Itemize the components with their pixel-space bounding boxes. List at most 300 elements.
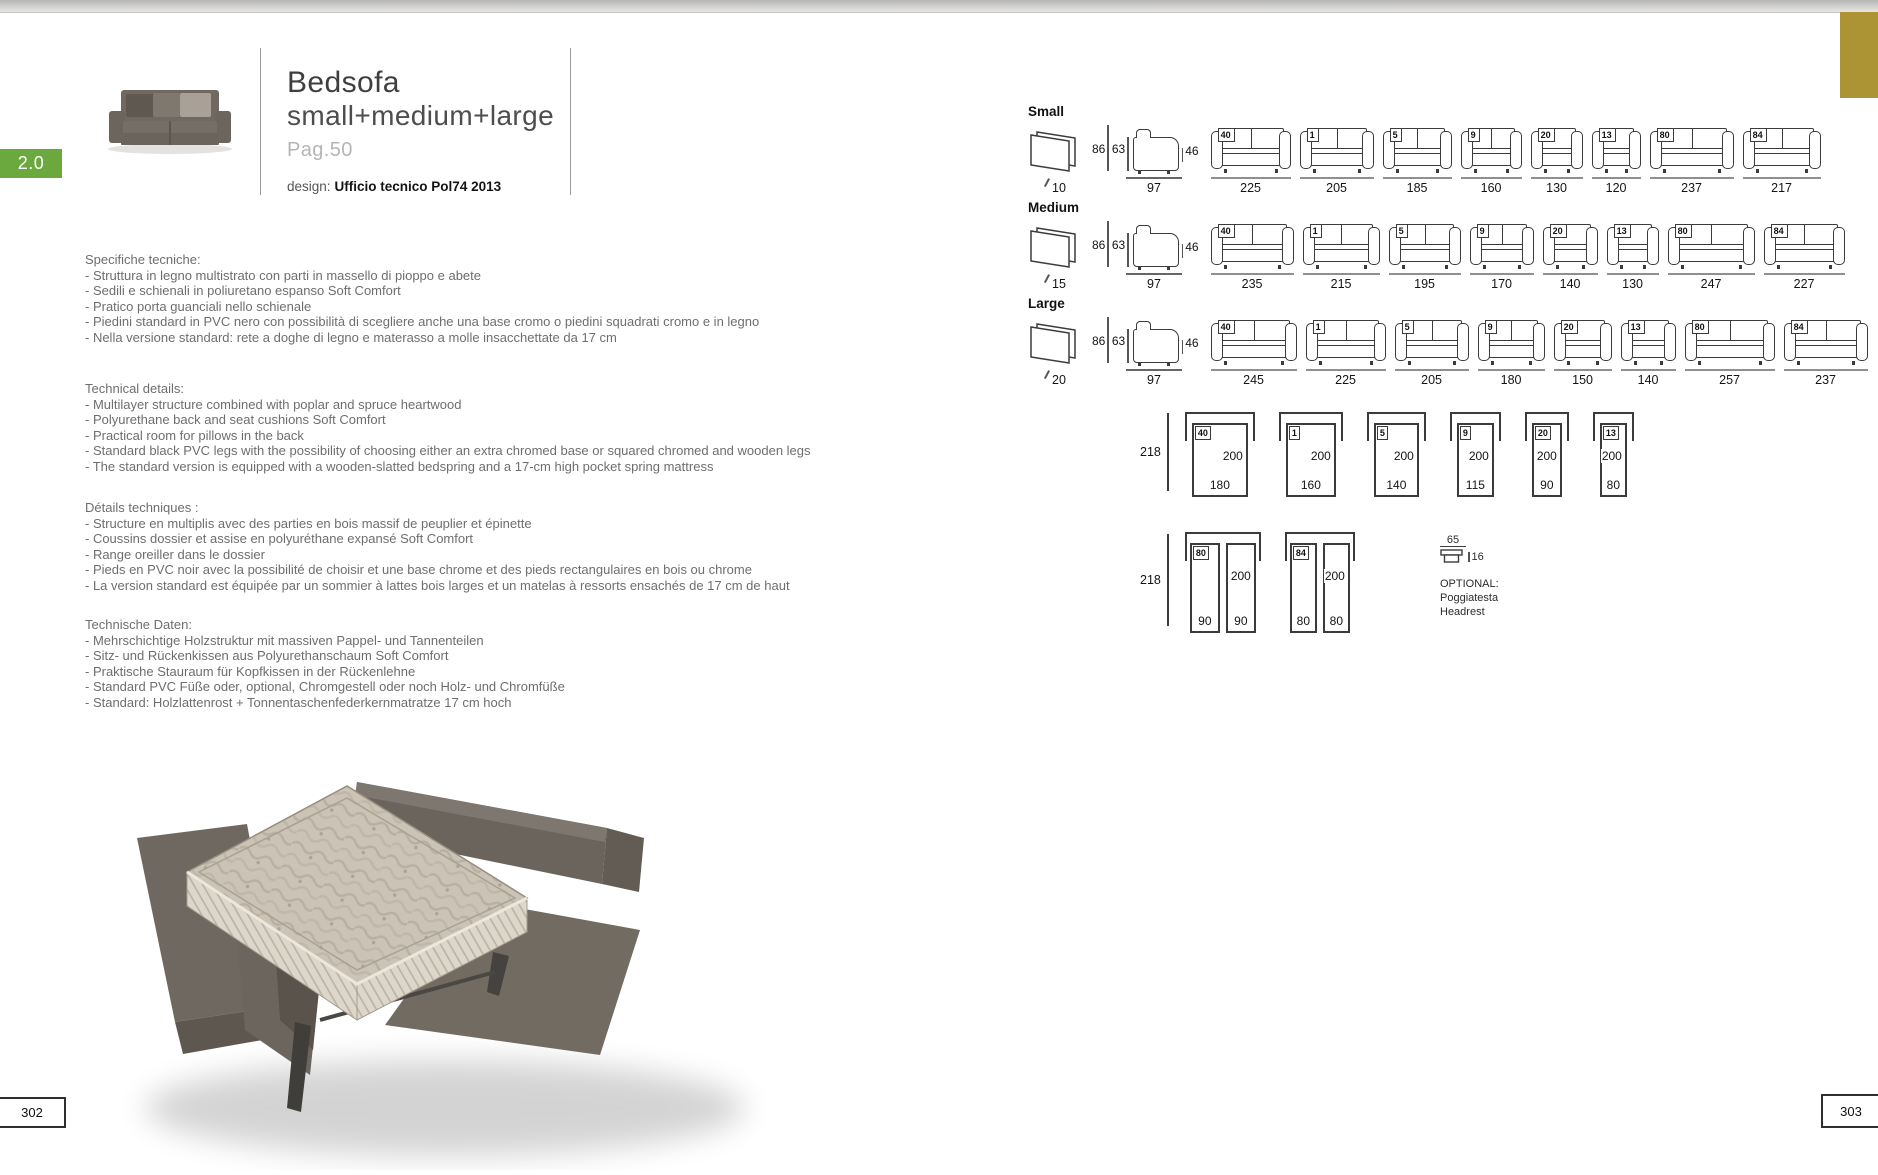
seat-line [1675, 244, 1748, 245]
sofa-right-arm [1374, 323, 1386, 361]
bed-length-label: 200 [1601, 449, 1622, 463]
sofa-foot [1396, 169, 1399, 173]
open-sofabed-illustration [95, 720, 795, 1170]
width-measure-line [1211, 273, 1294, 275]
diagram-row [1028, 317, 1877, 387]
width-measure-line [1306, 369, 1386, 371]
width-measure-line [1743, 177, 1821, 179]
bed-top-view [1525, 412, 1569, 497]
optional-title: OPTIONAL: [1440, 578, 1499, 590]
bed-depth-label: 218 [1140, 445, 1161, 459]
sofa-front-diagram [1621, 317, 1676, 387]
sofa-foot [1281, 361, 1284, 365]
sofa-front-diagram [1389, 221, 1461, 291]
sofa-front-icon [1303, 221, 1380, 269]
spec-heading: Technical details: [85, 381, 184, 396]
cushion-divider [1417, 129, 1418, 148]
diagram-row [1028, 221, 1854, 291]
sofa-right-arm [1285, 323, 1297, 361]
sofa-body [1750, 128, 1814, 166]
bed-code-badge: 80 [1193, 546, 1209, 560]
armrest-panel-icon [1028, 223, 1078, 271]
seat-edge-line [1485, 345, 1538, 346]
bed-length-label: 200 [1222, 449, 1243, 463]
sofa-width-label: 247 [1700, 277, 1722, 291]
sofa-foot [1278, 265, 1281, 269]
double-bed-diagrams [1140, 532, 1379, 633]
spec-line: - Piedini standard in PVC nero con possibilità di scegliere anche una base cromo o piedini squadrati cromo e in legno [85, 314, 760, 329]
sofa-foot [1556, 265, 1559, 269]
sofa-right-arm [1449, 227, 1461, 265]
sofa-foot [1567, 361, 1570, 365]
sofa-body [1218, 128, 1284, 166]
sofa-right-arm [1833, 227, 1845, 265]
sofa-foot [1445, 265, 1448, 269]
width-measure-line [1668, 273, 1755, 275]
sofa-foot [1491, 361, 1494, 365]
sofa-right-arm [1533, 323, 1545, 361]
sofa-width-label: 225 [1335, 373, 1356, 387]
sofa-front-icon [1650, 125, 1734, 173]
sofa-front-diagram [1554, 317, 1612, 387]
sofa-foot [1402, 265, 1405, 269]
sofa-foot [1852, 361, 1855, 365]
cushion-divider [1711, 225, 1712, 244]
bed-width-label: 90 [1540, 478, 1554, 492]
sofa-code-badge: 13 [1599, 128, 1616, 142]
sofa-front-icon [1470, 221, 1534, 269]
cushion-divider [1341, 225, 1342, 244]
sofa-right-arm [1743, 227, 1755, 265]
sofa-front-diagram [1543, 221, 1598, 291]
seat-line [1750, 148, 1814, 149]
sofa-code-badge: 84 [1771, 224, 1788, 238]
spec-line: - The standard version is equipped with a wooden-slatted bedspring and a 17-cm high pocket spring mattress [85, 458, 714, 474]
sofa-code-badge: 1 [1310, 224, 1322, 238]
height-dim-line [1107, 221, 1109, 267]
sofa-front-diagram [1668, 221, 1755, 291]
sofa-front-diagram [1300, 125, 1374, 195]
bed-depth-measure [1140, 412, 1169, 492]
sofa-width-label: 180 [1500, 373, 1522, 387]
left-mattress [1190, 543, 1220, 633]
seat-line [1614, 244, 1652, 245]
seat-line [1561, 340, 1605, 341]
width-measure-line [1607, 273, 1659, 275]
sofa-front-icon [1743, 125, 1821, 173]
spec-line: - Standard: Holzlattenrost + Tonnentaschenfederkernmatratze 17 cm hoch [85, 694, 512, 710]
sofa-body [1390, 128, 1445, 166]
seat-edge-line [1791, 345, 1861, 346]
sofa-foot [1483, 265, 1486, 269]
width-measure-line [1395, 369, 1469, 371]
width-measure-line [1543, 273, 1598, 275]
height-dim-line [1107, 317, 1109, 363]
sofa-foot [1797, 361, 1800, 365]
bed-width-label: 115 [1465, 478, 1485, 492]
sofa-foot [1436, 169, 1439, 173]
sofa-width-label: 245 [1243, 373, 1264, 387]
sofa-right-arm [1629, 131, 1641, 169]
double-bed-top-view [1285, 532, 1355, 633]
sofa-width-label: 195 [1414, 277, 1435, 291]
sofa-foot [1316, 265, 1319, 269]
spec-line: - Sedili e schienali in poliuretano espanso Soft Comfort [85, 283, 401, 298]
sofa-right-arm [1763, 323, 1775, 361]
sofa-foot [1625, 169, 1628, 173]
width-measure-line [1389, 273, 1461, 275]
sofa-width-label: 235 [1241, 277, 1263, 291]
sofa-code-badge: 80 [1657, 128, 1674, 142]
sofa-code-badge: 9 [1477, 224, 1489, 238]
sofa-body [1657, 128, 1727, 166]
spec-line: - La version standard est équipée par un sommier à lattes bois larges et un matelas à ressorts ensachés de 17 cm de haut [85, 577, 790, 593]
sofa-right-arm [1647, 227, 1659, 265]
sofa-front-icon [1554, 317, 1612, 365]
cushion-divider [1804, 225, 1805, 244]
spec-line: - Polyurethane back and seat cushions Soft Comfort [85, 412, 386, 427]
sofa-foot [1224, 169, 1227, 173]
sofa-code-badge: 20 [1550, 224, 1567, 238]
sofa-foot [1829, 265, 1832, 269]
seat-edge-line [1561, 345, 1605, 346]
optional-caption [1440, 577, 1499, 619]
spec-line: - Pieds en PVC noir avec la possibilité de choisir et une base chrome et des pieds rectangulaires en bois ou chrome [85, 562, 752, 577]
side-view-diagram [1092, 317, 1199, 387]
sofa-foot [1718, 169, 1721, 173]
sofa-front-diagram [1650, 125, 1734, 195]
cushion-divider [1432, 321, 1433, 340]
sofa-front-icon [1543, 221, 1598, 269]
sofa-front-diagram [1211, 317, 1297, 387]
armrest-panel-diagram [1028, 127, 1078, 195]
bed-width-label: 140 [1386, 478, 1407, 492]
spec-line: - Struttura in legno multistrato con parti in massello di pioppo e abete [85, 267, 481, 283]
width-measure-line [1303, 273, 1380, 275]
top-gray-bar [0, 0, 1878, 13]
headrest-height-label: 16 [1471, 550, 1484, 563]
seat-edge-line [1218, 249, 1287, 250]
width-measure-line [1478, 369, 1545, 371]
spec-line: - Mehrschichtige Holzstruktur mit massiven Pappel- und Tannenteilen [85, 632, 484, 648]
product-thumbnail-photo [95, 78, 245, 161]
seat-edge-line [1218, 345, 1290, 346]
seat-line [1313, 340, 1379, 341]
optional-caption-it: Poggiatesta [1440, 592, 1499, 604]
width-measure-line [1554, 369, 1612, 371]
back-height-dim-line [1127, 137, 1129, 171]
sofa-width-label: 205 [1421, 373, 1442, 387]
sofa-width-label: 217 [1771, 181, 1792, 195]
single-bed-diagrams [1140, 412, 1658, 497]
overall-height-label: 86 [1092, 334, 1106, 348]
seat-line [1218, 340, 1290, 341]
sofa-right-arm [1856, 323, 1868, 361]
back-height-label: 63 [1111, 334, 1126, 348]
optional-caption-en: Headrest [1440, 606, 1485, 618]
sofa-front-icon [1211, 221, 1294, 269]
width-measure-line [1531, 177, 1583, 179]
seat-edge-line [1218, 153, 1284, 154]
seat-line [1791, 340, 1861, 341]
sofa-body [1310, 224, 1373, 262]
bed-top-view [1279, 412, 1343, 497]
sofa-body [1218, 320, 1290, 358]
left-mattress [1290, 543, 1317, 633]
side-view-row [1092, 125, 1199, 171]
armrest-depth-label: 15 [1052, 277, 1078, 291]
seat-line [1468, 148, 1515, 149]
seat-edge-line [1675, 249, 1748, 250]
sofa-body [1614, 224, 1652, 262]
cushion-divider [1254, 321, 1255, 340]
back-height-dim-line [1127, 233, 1129, 267]
headrest-icon-row [1440, 549, 1499, 564]
bed-top-view [1185, 412, 1255, 497]
sofa-width-label: 130 [1546, 181, 1567, 195]
bed-code-badge: 1 [1289, 426, 1300, 440]
cushion-divider [1425, 225, 1426, 244]
sofa-front-diagram [1211, 125, 1291, 195]
sofa-body [1485, 320, 1538, 358]
sofa-foot [1681, 265, 1684, 269]
right-page-number: 303 [1821, 1094, 1878, 1128]
side-view-row [1092, 317, 1199, 363]
bed-code-badge: 9 [1460, 426, 1471, 440]
width-measure-line [1383, 177, 1452, 179]
side-view-row [1092, 221, 1199, 267]
bed-length-label: 200 [1324, 569, 1345, 583]
sofa-foot [1777, 265, 1780, 269]
spec-block [85, 617, 811, 710]
seat-edge-line [1692, 345, 1768, 346]
design-credit [287, 179, 501, 194]
seat-height-label: 46 [1185, 144, 1199, 158]
bed-width-label: 90 [1234, 614, 1248, 628]
seat-line [1485, 340, 1538, 341]
sofa-code-badge: 80 [1692, 320, 1709, 334]
sofa-foot [1358, 169, 1361, 173]
bed-top-view [1450, 412, 1501, 497]
seat-height-dim-line [1182, 244, 1184, 258]
sofa-foot [1544, 169, 1547, 173]
sofa-foot [1313, 169, 1316, 173]
sofa-code-badge: 9 [1485, 320, 1497, 334]
spec-line: - Coussins dossier et assise en polyuréthane expansé Soft Comfort [85, 531, 474, 546]
header-divider-right [570, 48, 571, 195]
armrest-panel-icon [1028, 127, 1078, 175]
size-label: Large [1028, 296, 1065, 311]
sofa-foot [1370, 361, 1373, 365]
sofa-code-badge: 5 [1396, 224, 1408, 238]
sofa-foot [1529, 361, 1532, 365]
sofa-width-label: 140 [1637, 373, 1659, 387]
sofa-right-arm [1809, 131, 1821, 169]
sofa-front-icon [1211, 317, 1297, 365]
seat-edge-line [1538, 153, 1576, 154]
armrest-panel-diagram [1028, 223, 1078, 291]
sofa-code-badge: 13 [1628, 320, 1645, 334]
sofa-width-label: 215 [1330, 277, 1352, 291]
armrest-depth-label: 20 [1052, 373, 1078, 387]
sofa-body [1692, 320, 1768, 358]
sofa-foot [1596, 361, 1599, 365]
seat-line [1628, 340, 1669, 341]
seat-edge-line [1550, 249, 1591, 250]
sofa-body [1468, 128, 1515, 166]
sofa-right-arm [1600, 323, 1612, 361]
spec-line: - Standard black PVC legs with the possibility of choosing either an extra chromed base or squared chromed and wooden legs [85, 443, 811, 458]
bed-length-label: 200 [1310, 449, 1331, 463]
seat-edge-line [1614, 249, 1652, 250]
cushion-divider [1511, 321, 1512, 340]
headrest-width-label: 65 [1446, 534, 1460, 546]
seat-line [1396, 244, 1454, 245]
side-view-diagram [1092, 221, 1199, 291]
bed-width-label: 90 [1198, 614, 1212, 628]
mattress [1374, 423, 1419, 497]
twin-mattresses [1285, 543, 1355, 633]
sofa-front-icon [1389, 221, 1461, 269]
sofa-foot [1643, 265, 1646, 269]
seat-line [1218, 244, 1287, 245]
seat-height-dim-line [1182, 148, 1184, 162]
sofa-right-arm [1722, 131, 1734, 169]
sofa-code-badge: 5 [1390, 128, 1402, 142]
sofa-width-label: 257 [1719, 373, 1740, 387]
cushion-divider [1782, 129, 1783, 148]
sofa-foot [1319, 361, 1322, 365]
bed-code-badge: 20 [1535, 426, 1551, 440]
seat-line [1692, 340, 1768, 341]
right-mattress [1226, 543, 1256, 633]
sofa-foot [1224, 361, 1227, 365]
measure-line [1126, 273, 1182, 275]
sofa-width-label: 120 [1605, 181, 1627, 195]
size-label: Medium [1028, 200, 1080, 215]
sofa-front-diagram [1461, 125, 1522, 195]
sofa-foot [1364, 265, 1367, 269]
width-measure-line [1764, 273, 1845, 275]
back-height-dim-line [1127, 329, 1129, 363]
sofa-code-badge: 84 [1791, 320, 1808, 334]
sofa-right-arm [1362, 131, 1374, 169]
sofa-code-badge: 1 [1313, 320, 1325, 334]
sofa-foot [1582, 265, 1585, 269]
sofa-foot [1663, 169, 1666, 173]
width-measure-line [1592, 177, 1641, 179]
sofa-foot [1605, 169, 1608, 173]
seat-edge-line [1313, 345, 1379, 346]
diagram-row [1028, 125, 1830, 195]
sofa-side-profile-icon [1133, 233, 1179, 267]
sofa-front-icon [1784, 317, 1868, 365]
sofa-front-icon [1531, 125, 1583, 173]
sofa-front-icon [1383, 125, 1452, 173]
sofa-foot [1518, 265, 1521, 269]
sofa-code-badge: 1 [1307, 128, 1319, 142]
cushion-divider [1826, 321, 1827, 340]
spec-block [85, 500, 811, 593]
sofa-code-badge: 84 [1750, 128, 1767, 142]
sofa-front-icon [1685, 317, 1775, 365]
sofa-front-diagram [1211, 221, 1294, 291]
bed-length-label: 200 [1230, 569, 1251, 583]
mattress [1192, 423, 1248, 497]
size-section-large [1028, 296, 1877, 387]
sofa-code-badge: 40 [1218, 224, 1235, 238]
sofa-body [1538, 128, 1576, 166]
gold-corner-tab [1840, 12, 1878, 98]
spec-text-column [85, 252, 811, 710]
seat-edge-line [1396, 249, 1454, 250]
size-section-medium [1028, 200, 1854, 291]
sofa-foot [1660, 361, 1663, 365]
cushion-divider [1491, 129, 1492, 148]
seat-line [1477, 244, 1527, 245]
open-sofabed-photo [95, 720, 795, 1170]
measure-line [1126, 177, 1182, 179]
sofa-code-badge: 13 [1614, 224, 1631, 238]
left-page-number: 302 [0, 1097, 66, 1128]
sofa-code-badge: 20 [1538, 128, 1555, 142]
seat-line [1310, 244, 1373, 245]
sofa-width-label: 227 [1793, 277, 1815, 291]
sofa-front-icon [1306, 317, 1386, 365]
cushion-divider [1502, 225, 1503, 244]
optional-headrest-block [1440, 534, 1499, 619]
bed-code-badge: 5 [1377, 426, 1388, 440]
sofa-front-diagram [1478, 317, 1545, 387]
sofa-front-diagram [1303, 221, 1380, 291]
seat-line [1307, 148, 1367, 149]
bed-depth-line [1167, 413, 1169, 491]
sofa-front-icon [1478, 317, 1545, 365]
sofa-width-label: 170 [1491, 277, 1512, 291]
sofa-front-diagram [1395, 317, 1469, 387]
sofa-front-icon [1300, 125, 1374, 173]
spec-line: - Standard PVC Füße oder, optional, Chromgestell oder noch Holz- und Chromfüße [85, 679, 565, 694]
sofa-right-arm [1571, 131, 1583, 169]
mattress [1600, 423, 1627, 497]
page-subtitle: small+medium+large [287, 100, 555, 131]
width-measure-line [1784, 369, 1868, 371]
seat-edge-line [1402, 345, 1462, 346]
bed-code-badge: 84 [1293, 546, 1309, 560]
back-height-label: 63 [1111, 142, 1126, 156]
sofa-right-arm [1282, 227, 1294, 265]
sofa-body [1402, 320, 1462, 358]
page-reference: Pag.50 [287, 139, 353, 161]
sofa-body [1791, 320, 1861, 358]
sofa-code-badge: 20 [1561, 320, 1578, 334]
seat-edge-line [1657, 153, 1727, 154]
sofa-right-arm [1440, 131, 1452, 169]
headrest-icon [1440, 549, 1464, 564]
side-depth-label: 97 [1147, 373, 1161, 387]
double-bed-top-view [1185, 532, 1261, 633]
sofa-foot [1506, 169, 1509, 173]
sofa-foot [1805, 169, 1808, 173]
width-measure-line [1621, 369, 1676, 371]
measure-line [1126, 369, 1182, 371]
sofa-width-label: 237 [1681, 181, 1702, 195]
sofa-width-label: 150 [1572, 373, 1593, 387]
sofa-front-icon [1395, 317, 1469, 365]
spec-line: - Practical room for pillows in the back [85, 427, 304, 443]
seat-line [1390, 148, 1445, 149]
width-measure-line [1211, 369, 1297, 371]
